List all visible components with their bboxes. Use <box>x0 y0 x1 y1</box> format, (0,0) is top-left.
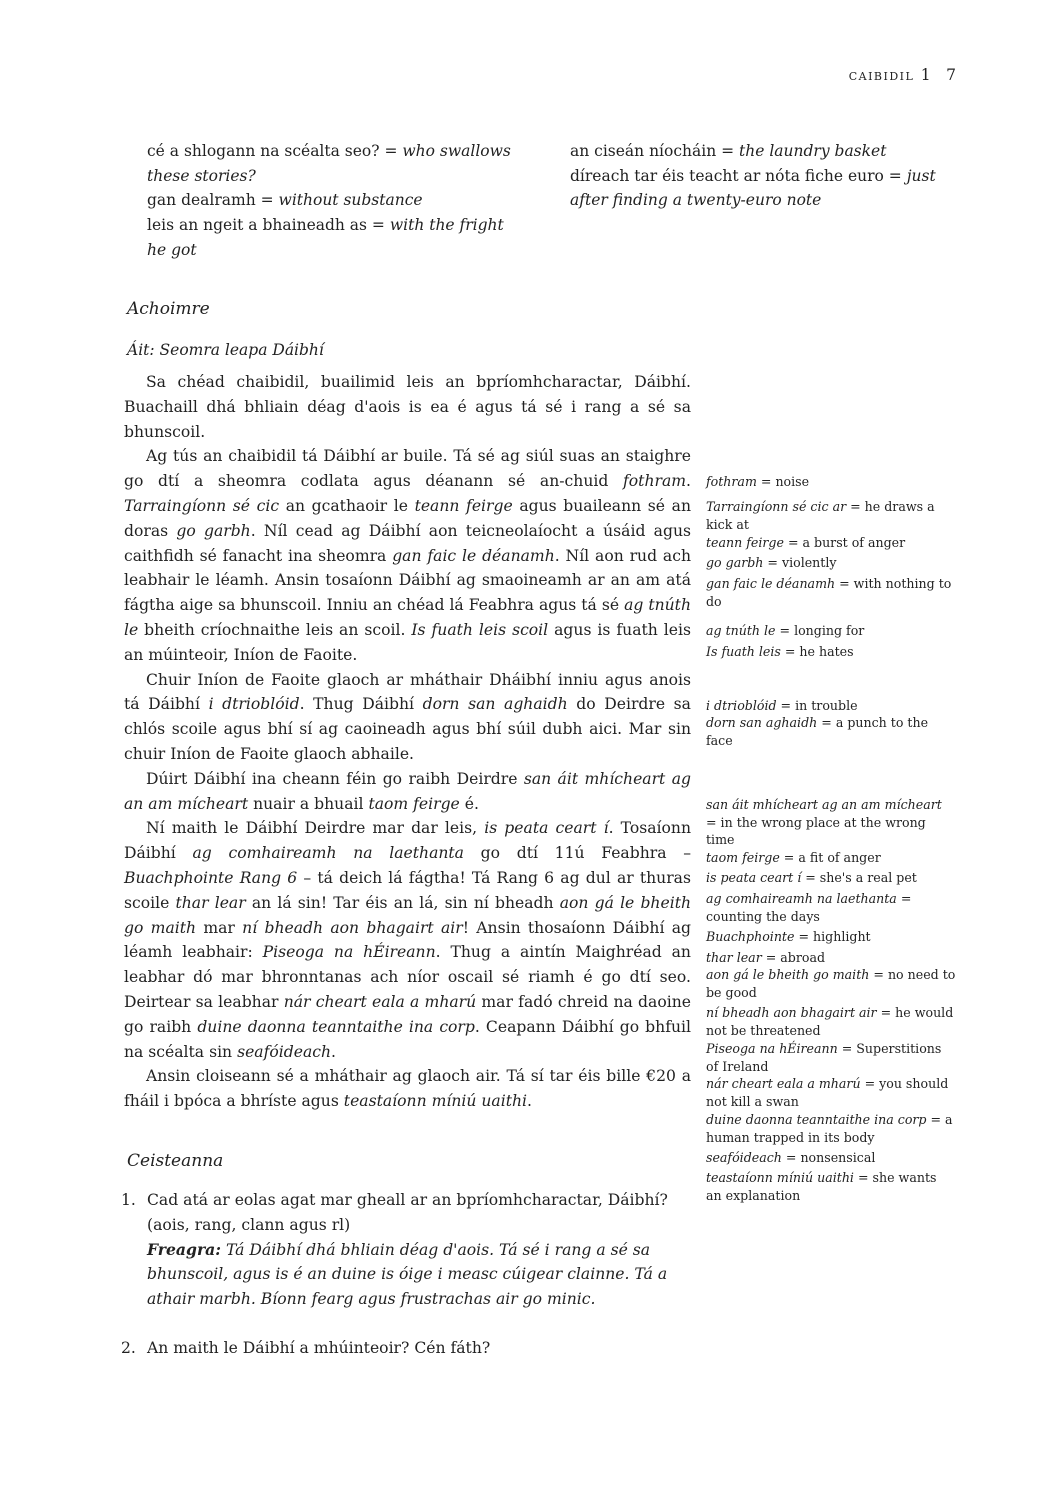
margin-note: dorn san aghaidh = a punch to the face <box>706 715 929 748</box>
margin-note: ag comhaireamh na laethanta = counting the days <box>706 891 912 924</box>
glossary-entry: gan dealramh = without substance <box>147 191 423 210</box>
paragraph: Ansin cloiseann sé a mháthair ag glaoch air. Tá sí tar éis bille €20 a fháil i bpóca a bhríste agus teastaíonn míniú uaithi. <box>124 1067 691 1111</box>
margin-note: Piseoga na hÉireann = Superstitions of Ireland <box>706 1041 942 1074</box>
answer-text: Tá Dáibhí dhá bhliain déag d'aois. Tá sé i rang a sé sa bhunscoil, agus is é an duine is óige i measc cúigear clainne. Tá a athair marbh. Bíonn fearg agus frustrachas air go minic. <box>147 1240 668 1309</box>
paragraph: Ní maith le Dáibhí Deirdre mar dar leis, is peata ceart í. Tosaíonn Dáibhí ag comhaireamh na laethanta go dtí 11ú Feabhra – Buachphointe Rang 6 – tá deich lá fágtha! Tá Rang 6 ag dul ar thuras scoile thar lear an lá sin! Tar éis an lá, sin ní bheadh aon gá le bheith go maith mar ní bheadh aon bhagairt air! Ansin thosaíonn Dáibhí ag léamh leabhair: Piseoga na hÉireann. Thug a aintín Maighréad an leabhar dó mar bhronntanas ach níor oscail sé riamh é go dtí seo. Deirtear sa leabhar nár cheart eala a mharú mar fadó chreid na daoine go raibh duine daonna teanntaithe ina corp. Ceapann Dáibhí go bhfuil na scéalta sin seafóideach. <box>124 819 692 1061</box>
margin-note: ag tnúth le = longing for <box>706 623 865 638</box>
margin-note: teastaíonn míniú uaithi = she wants an explanation <box>706 1170 937 1203</box>
page-number: 7 <box>946 66 957 84</box>
paragraph: Ag tús an chaibidil tá Dáibhí ar buile. Tá sé ag siúl suas an staighre go dtí a sheomra codlata agus déanann sé an-chuid fothram. Tarraingíonn sé cic an gcathaoir le teann feirge agus buaileann sé an doras go garbh. Níl cead ag Dáibhí aon teicneolaíocht a úsáid agus caithfidh sé fanacht ina sheomra gan faic le déanamh. Níl aon rud ach leabhair le léamh. Ansin tosaíonn Dáibhí ag smaoineamh ar an am atá fágtha aige sa bhunscoil. Inniu an chéad lá Feabhra agus tá sé ag tnúth le bheith críochnaithe leis an scoil. Is fuath leis scoil agus is fuath leis an múinteoir, Iníon de Faoite. <box>124 447 691 664</box>
glossary-top-right <box>570 139 950 213</box>
glossary-entry: díreach tar éis teacht ar nóta fiche euro = just after finding a twenty-euro note <box>570 166 936 210</box>
answer-label: Freagra: <box>147 1239 222 1259</box>
margin-note: san áit mhícheart ag an am mícheart = in the wrong place at the wrong time <box>706 797 942 847</box>
running-head <box>849 66 957 84</box>
paragraph: Chuir Iníon de Faoite glaoch ar mháthair Dháibhí inniu agus anois tá Dáibhí i dtrioblóid. Thug Dáibhí dorn san aghaidh do Deirdre sa chlós scoile agus bhí sí ag caoineadh agus bhí súil dubh aici. Mar sin chuir Iníon de Faoite glaoch abhaile. <box>124 670 691 763</box>
glossary-entry: leis an ngeit a bhaineadh as = with the fright he got <box>147 216 504 259</box>
margin-note: Tarraingíonn sé cic ar = he draws a kick at <box>706 499 935 532</box>
answer <box>147 1238 691 1312</box>
question-item <box>121 1336 691 1361</box>
margin-note: nár cheart eala a mharú = you should not kill a swan <box>706 1076 949 1109</box>
margin-note: fothram = noise <box>706 474 810 489</box>
question-text: An maith le Dáibhí a mhúinteoir? Cén fáth? <box>147 1339 491 1357</box>
questions-heading: Ceisteanna <box>127 1151 224 1171</box>
paragraph: Dúirt Dáibhí ina cheann féin go raibh Deirdre san áit mhícheart ag an am mícheart nuair a bhuail taom feirge é. <box>124 769 691 813</box>
margin-note: is peata ceart í = she's a real pet <box>706 870 917 885</box>
margin-note: taom feirge = a fit of anger <box>706 850 881 865</box>
glossary-entry: an ciseán níocháin = the laundry basket <box>570 142 887 160</box>
margin-note: i dtrioblóid = in trouble <box>706 698 858 713</box>
question-number: 1. <box>121 1191 136 1209</box>
question-number: 2. <box>121 1339 136 1357</box>
margin-note: duine daonna teanntaithe ina corp = a human trapped in its body <box>706 1112 953 1145</box>
summary-heading: Achoimre <box>127 299 210 319</box>
glossary-top-left <box>147 139 527 263</box>
glossary-entry: cé a shlogann na scéalta seo? = who swallows these stories? <box>147 142 511 185</box>
margin-note: ní bheadh aon bhagairt air = he would not be threatened <box>706 1005 954 1038</box>
question-text: Cad atá ar eolas agat mar gheall ar an bpríomhcharactar, Dáibhí? (aois, rang, clann agus rl) <box>147 1191 668 1234</box>
margin-note: Buachphointe = highlight <box>706 929 871 944</box>
margin-note: seafóideach = nonsensical <box>706 1150 876 1165</box>
margin-note: go garbh = violently <box>706 555 837 570</box>
summary-body <box>124 370 691 1114</box>
place-subheading: Áit: Seomra leapa Dáibhí <box>127 341 324 359</box>
margin-note: aon gá le bheith go maith = no need to be good <box>706 967 956 1000</box>
chapter-label: caibidil 1 <box>848 66 933 84</box>
margin-note: Is fuath leis = he hates <box>706 644 854 659</box>
question-item <box>121 1188 691 1312</box>
margin-note: gan faic le déanamh = with nothing to do <box>706 576 952 609</box>
paragraph: Sa chéad chaibidil, buailimid leis an bpríomhcharactar, Dáibhí. Buachaill dhá bhliain déag d'aois is ea é agus tá sé i rang a sé sa bhunscoil. <box>124 373 691 441</box>
margin-note: thar lear = abroad <box>706 950 826 965</box>
margin-note: teann feirge = a burst of anger <box>706 535 906 550</box>
